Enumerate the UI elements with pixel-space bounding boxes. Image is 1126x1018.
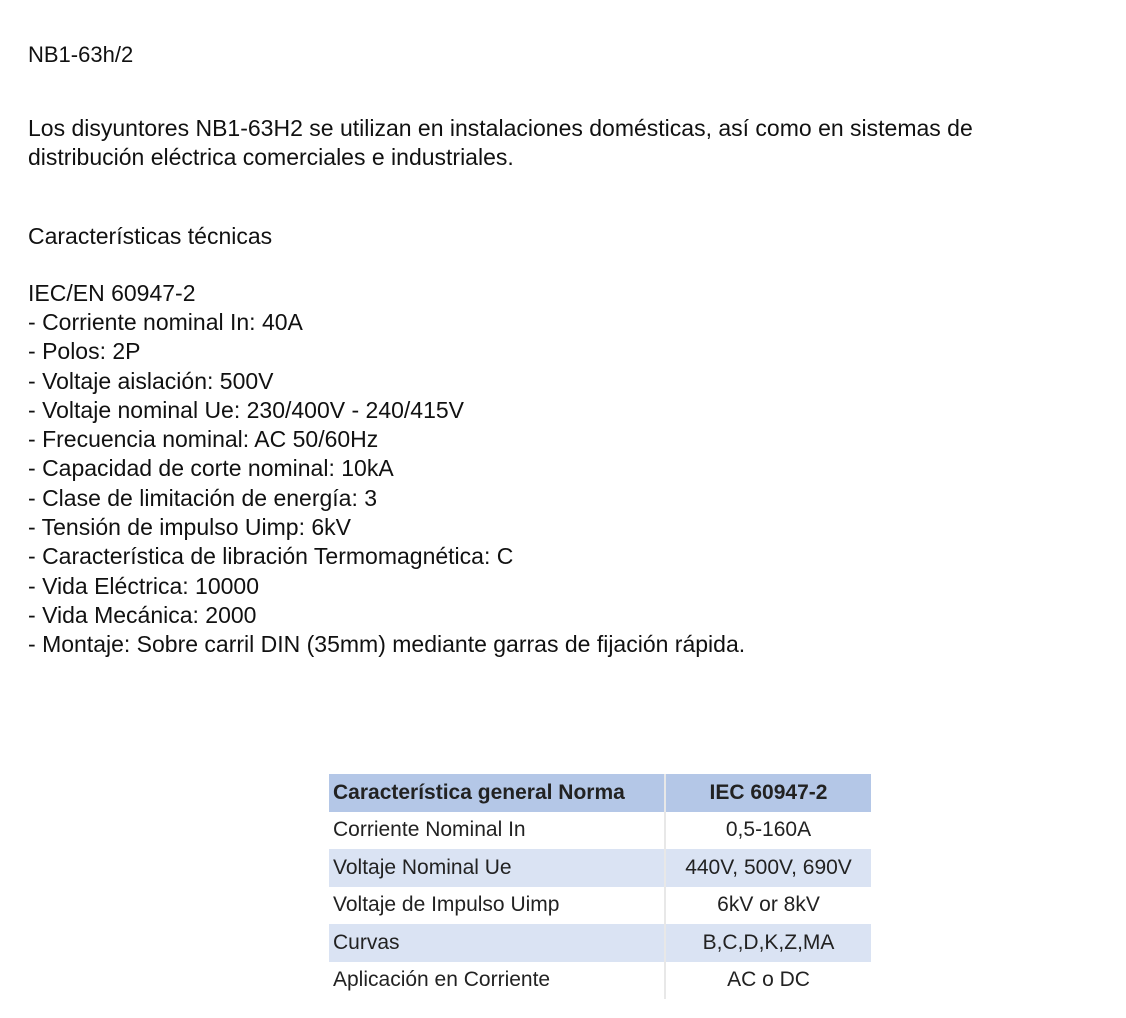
document-page xyxy=(28,40,1098,660)
table-row xyxy=(329,962,871,1000)
table-header-row xyxy=(329,774,871,812)
table-row xyxy=(329,887,871,925)
characteristics-table xyxy=(329,774,871,999)
spec-item: - Montaje: Sobre carril DIN (35mm) mediante garras de fijación rápida. xyxy=(28,630,1098,659)
characteristics-table-wrapper xyxy=(329,774,871,999)
standard-label: IEC/EN 60947-2 xyxy=(28,280,196,306)
table-header-standard: IEC 60947-2 xyxy=(665,774,871,812)
spec-item: - Clase de limitación de energía: 3 xyxy=(28,484,1098,513)
table-cell-value: 6kV or 8kV xyxy=(665,887,871,925)
table-cell-value: AC o DC xyxy=(665,962,871,1000)
table-cell-label: Curvas xyxy=(329,924,665,962)
spec-item: - Capacidad de corte nominal: 10kA xyxy=(28,454,1098,483)
table-row xyxy=(329,924,871,962)
table-cell-value: 0,5-160A xyxy=(665,812,871,850)
spec-item: - Corriente nominal In: 40A xyxy=(28,308,1098,337)
table-cell-value: B,C,D,K,Z,MA xyxy=(665,924,871,962)
spec-item: - Característica de libración Termomagnética: C xyxy=(28,542,1098,571)
table-cell-value: 440V, 500V, 690V xyxy=(665,849,871,887)
spec-item: - Frecuencia nominal: AC 50/60Hz xyxy=(28,425,1098,454)
table-cell-label: Voltaje de Impulso Uimp xyxy=(329,887,665,925)
spec-item: - Voltaje aislación: 500V xyxy=(28,367,1098,396)
spec-item: - Voltaje nominal Ue: 230/400V - 240/415V xyxy=(28,396,1098,425)
table-row xyxy=(329,849,871,887)
section-title: Características técnicas xyxy=(28,223,273,249)
table-cell-label: Corriente Nominal In xyxy=(329,812,665,850)
model-title: NB1-63h/2 xyxy=(28,42,134,67)
table-cell-label: Aplicación en Corriente xyxy=(329,962,665,1000)
spec-item: - Tensión de impulso Uimp: 6kV xyxy=(28,513,1098,542)
spec-item: - Vida Eléctrica: 10000 xyxy=(28,572,1098,601)
intro-paragraph: Los disyuntores NB1-63H2 se utilizan en instalaciones domésticas, así como en sistemas de distribución eléctrica comerciales e industriales. xyxy=(28,115,973,170)
spec-list xyxy=(28,308,1098,660)
table-row xyxy=(329,812,871,850)
spec-item: - Vida Mecánica: 2000 xyxy=(28,601,1098,630)
spec-item: - Polos: 2P xyxy=(28,337,1098,366)
table-cell-label: Voltaje Nominal Ue xyxy=(329,849,665,887)
table-header-characteristic: Característica general Norma xyxy=(329,774,665,812)
